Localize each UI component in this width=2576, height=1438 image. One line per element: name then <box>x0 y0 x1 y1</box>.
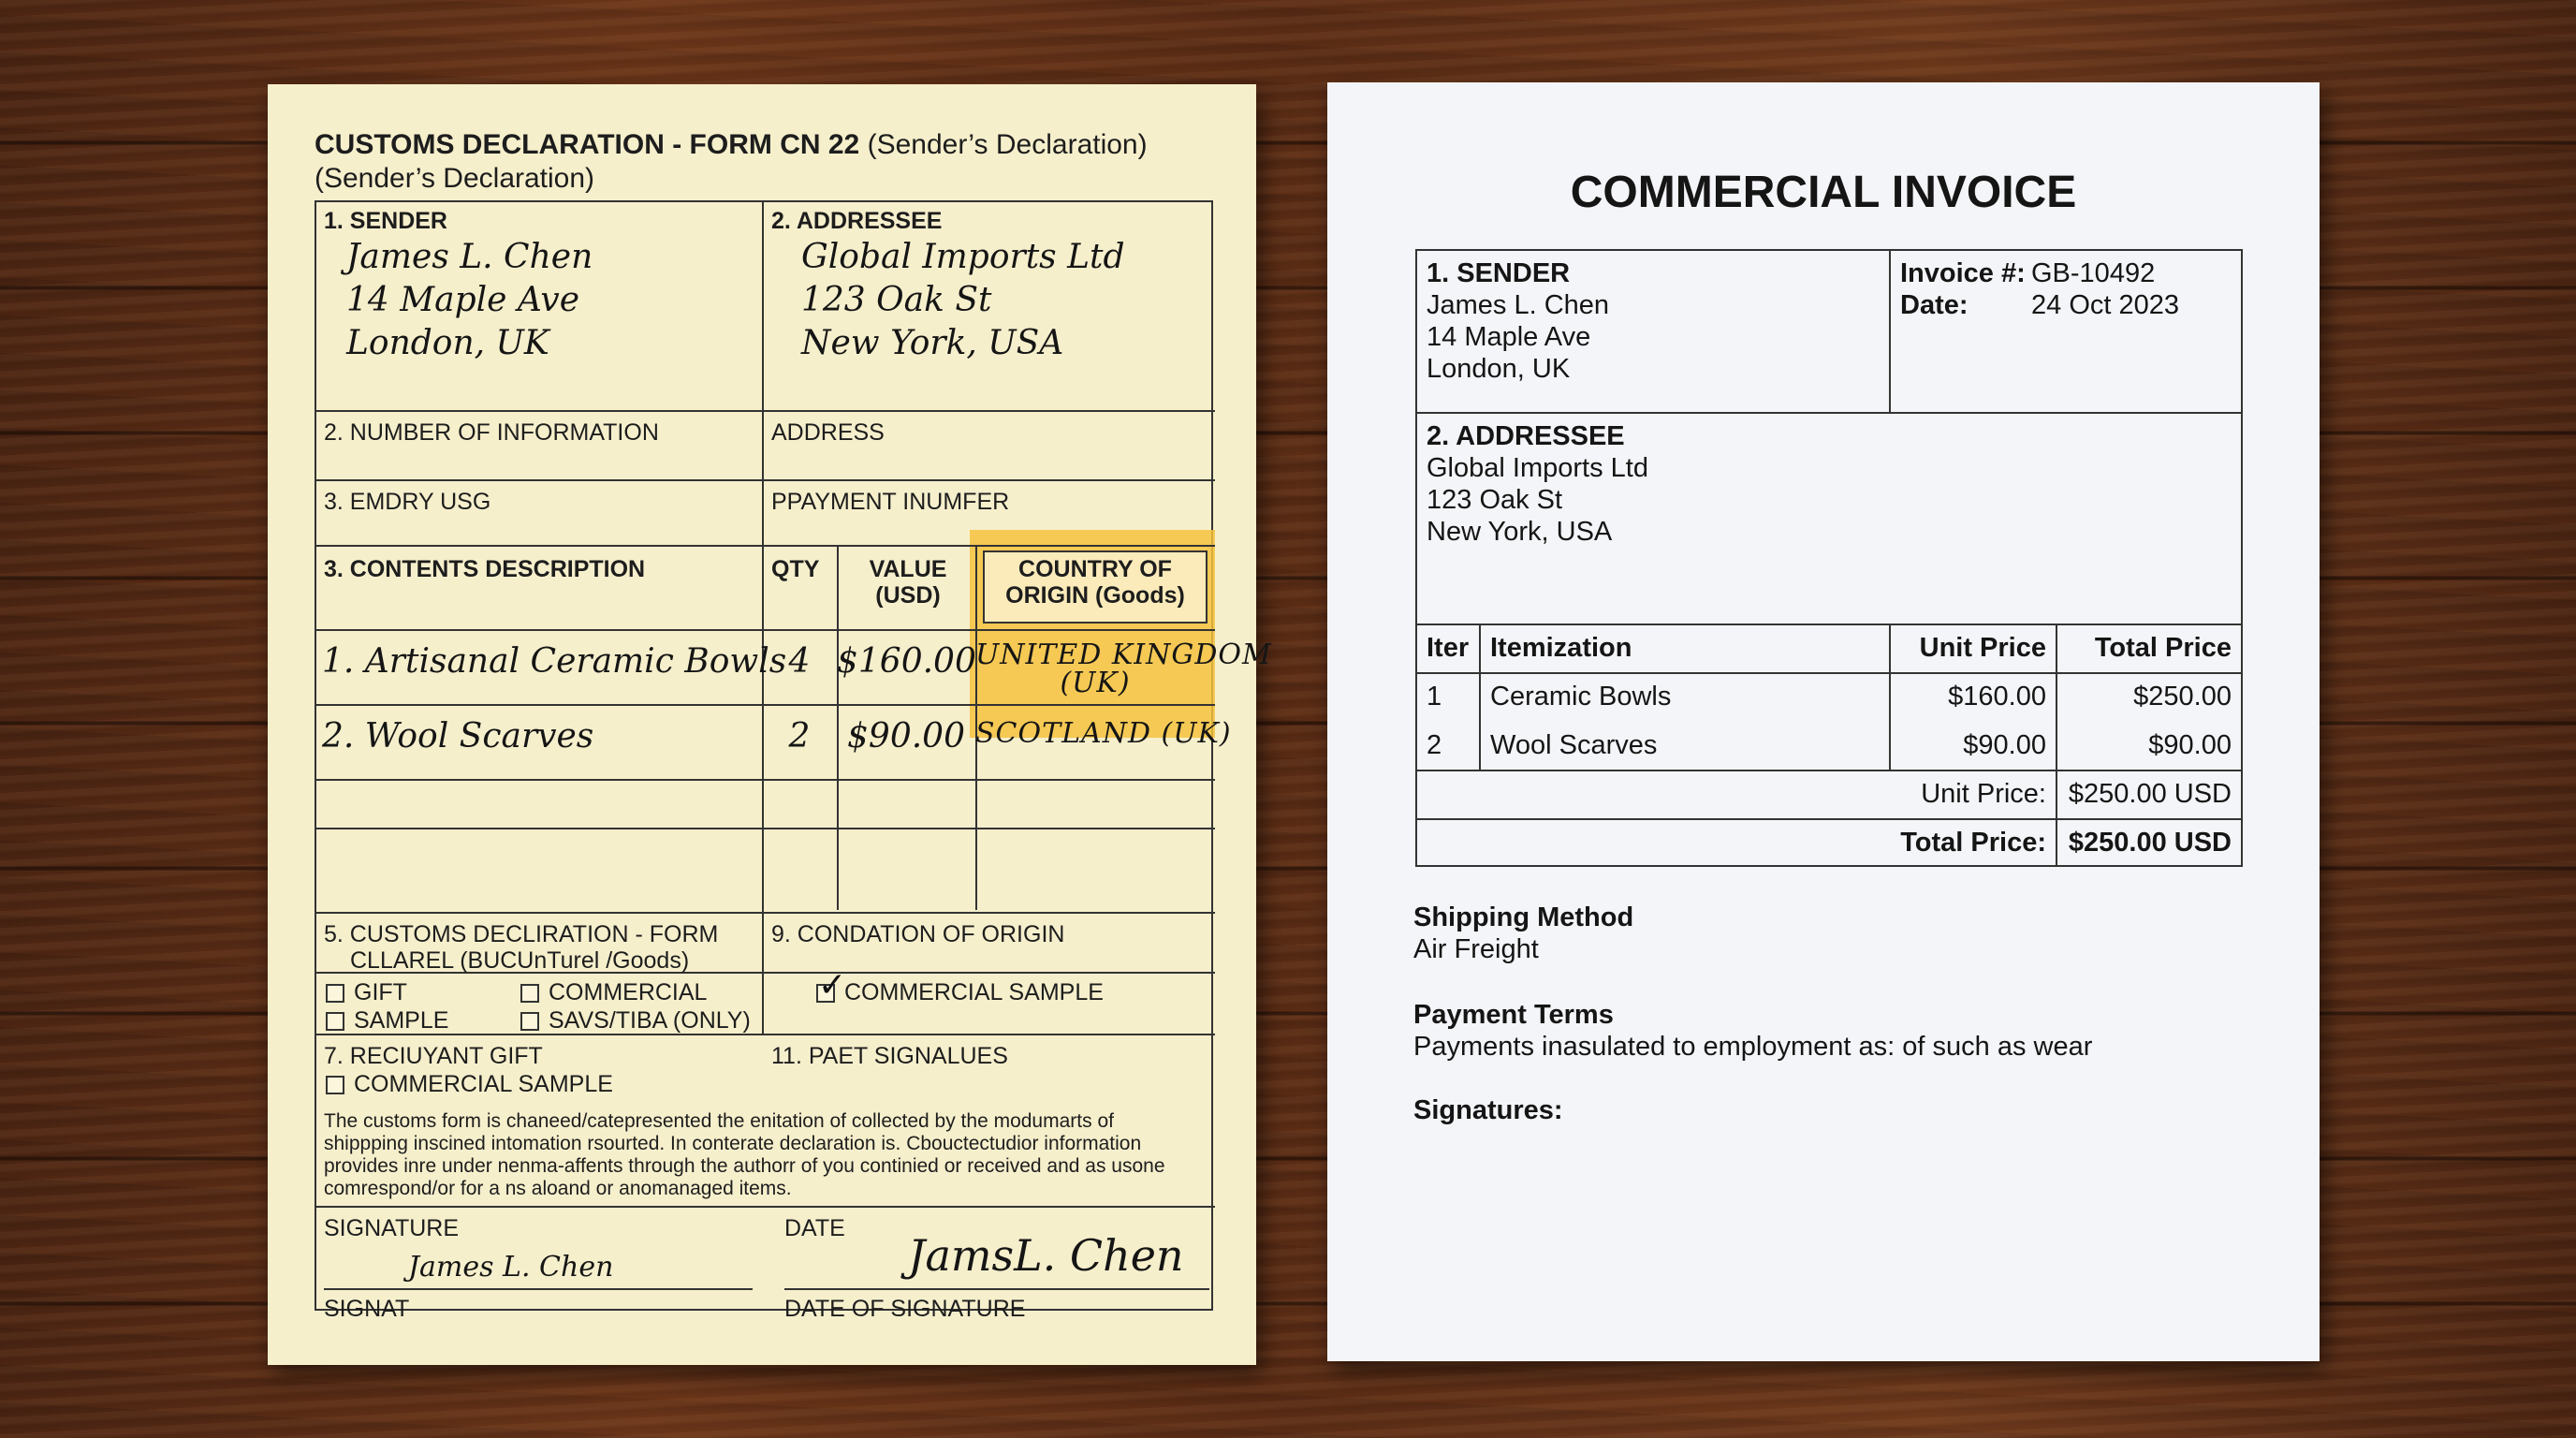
signature-scrawl: JamsL. Chen <box>908 1230 1184 1281</box>
row-2-item: Wool Scarves <box>1490 730 1658 760</box>
declaration-paragraph: The customs form is chaneed/catepresented the enitation of collected by the modumarts of shippping inscined intomation rsourted. In conterate declaration is. Cbouctectudior information provides inre under nenma-affents through the authorr of you continied or received and as usone comrespond/or for a ns aloand or anomanaged items. <box>324 1110 1165 1199</box>
invoice-sender-name: James L. Chen <box>1427 290 1610 320</box>
sample-checkbox[interactable]: SAMPLE <box>326 1007 448 1034</box>
payment-label: PPAYMENT INUMFER <box>771 489 1010 515</box>
invoice-number-label: Invoice #: <box>1900 258 2026 288</box>
commercial-checkbox[interactable]: COMMERCIAL <box>520 979 707 1006</box>
invoice-date-label: Date: <box>1900 290 1969 320</box>
sender-name: James L. Chen <box>346 238 593 276</box>
unit-price-total-label: Unit Price: <box>1921 779 2046 809</box>
shipping-value: Air Freight <box>1413 934 1539 964</box>
savs-checkbox[interactable]: SAVS/TIBA (ONLY) <box>520 1007 751 1034</box>
item-2-value: $90.00 <box>847 717 965 756</box>
row-1-total-price: $250.00 <box>2133 682 2232 712</box>
past-signature-label: 11. PAET SIGNALUES <box>771 1043 1008 1069</box>
item-2-origin: SCOTLAND (UK) <box>975 717 1232 750</box>
invoice-addressee-name: Global Imports Ltd <box>1427 453 1648 483</box>
origin-header-1: COUNTRY OF <box>1018 556 1172 582</box>
header-total-price: Total Price <box>2094 633 2232 663</box>
sender-street: 14 Maple Ave <box>346 281 580 319</box>
date-label: DATE <box>784 1215 845 1241</box>
item-1-qty: 4 <box>788 642 811 681</box>
invoice-addressee-street: 123 Oak St <box>1427 485 1563 515</box>
item-2-description: 2. Wool Scarves <box>322 717 594 756</box>
contents-header: 3. CONTENTS DESCRIPTION <box>324 556 646 582</box>
addressee-street: 123 Oak St <box>801 281 992 319</box>
invoice-number: GB-10492 <box>2031 258 2156 288</box>
value-header-1: VALUE <box>869 556 947 582</box>
invoice-sender-city: London, UK <box>1427 354 1571 384</box>
header-itemization: Itemization <box>1490 633 1632 663</box>
item-1-origin-line2: (UK) <box>1060 667 1131 699</box>
condation-label: 9. CONDATION OF ORIGIN <box>771 921 1065 947</box>
commercial-invoice <box>1327 82 2320 1361</box>
signatures-label: Signatures: <box>1413 1095 1563 1125</box>
recipient-label: 7. RECIUYANT GIFT <box>324 1043 543 1069</box>
row-1-iter: 1 <box>1427 682 1442 712</box>
row-1-unit-price: $160.00 <box>1948 682 2046 712</box>
row-1-item: Ceramic Bowls <box>1490 682 1672 712</box>
date-of-signature-label: DATE OF SIGNATURE <box>784 1296 1026 1322</box>
form-title: CUSTOMS DECLARATION - FORM CN 22 (Sender’s Declaration) <box>315 129 1148 160</box>
checkmark-icon: ✓ <box>818 965 847 1004</box>
shipping-label: Shipping Method <box>1413 902 1634 932</box>
origin-header-2: ORIGIN (Goods) <box>1005 582 1185 609</box>
invoice-table <box>1415 249 2243 867</box>
qty-header: QTY <box>771 556 820 582</box>
payment-terms-value: Payments inasulated to employment as: of such as wear <box>1413 1032 2093 1062</box>
addressee-label: 2. ADDRESSEE <box>771 208 943 234</box>
gift-checkbox[interactable]: GIFT <box>326 979 407 1006</box>
payment-terms-label: Payment Terms <box>1413 1000 1614 1030</box>
item-2-qty: 2 <box>788 717 811 756</box>
invoice-title: COMMERCIAL INVOICE <box>1570 168 2077 217</box>
signature-value: James L. Chen <box>408 1251 614 1284</box>
unit-price-total-value: $250.00 USD <box>2068 779 2232 809</box>
form-grid <box>315 200 1272 1322</box>
total-price-label: Total Price: <box>1900 828 2046 858</box>
header-iter: Iter <box>1427 633 1470 663</box>
number-info-label: 2. NUMBER OF INFORMATION <box>324 419 659 446</box>
total-price-value: $250.00 USD <box>2068 828 2232 858</box>
form-subtitle: (Sender’s Declaration) <box>315 163 595 194</box>
item-1-value: $160.00 <box>837 642 976 681</box>
sender-city: London, UK <box>346 324 549 362</box>
signat-label: SIGNAT <box>324 1296 410 1322</box>
addressee-name: Global Imports Ltd <box>801 238 1125 276</box>
value-header-2: (USD) <box>875 582 941 609</box>
customs-label-1: 5. CUSTOMS DECLIRATION - FORM <box>324 921 719 947</box>
addressee-city: New York, USA <box>801 324 1064 362</box>
invoice-addressee-label: 2. ADDRESSEE <box>1427 421 1625 451</box>
row-2-unit-price: $90.00 <box>1963 730 2046 760</box>
recipient-commercial-sample-checkbox[interactable]: COMMERCIAL SAMPLE <box>326 1071 613 1098</box>
invoice-sender-street: 14 Maple Ave <box>1427 322 1591 352</box>
invoice-sender-label: 1. SENDER <box>1427 258 1571 288</box>
emdry-label: 3. EMDRY USG <box>324 489 491 515</box>
header-unit-price: Unit Price <box>1919 633 2046 663</box>
customs-label-2: CLLAREL (BUCUnTurel /Goods) <box>350 947 690 974</box>
sender-label: 1. SENDER <box>324 208 447 234</box>
signature-label: SIGNATURE <box>324 1215 459 1241</box>
invoice-date: 24 Oct 2023 <box>2031 290 2179 320</box>
invoice-addressee-city: New York, USA <box>1427 517 1613 547</box>
customs-declaration-form <box>268 84 1272 1365</box>
item-1-origin-line1: UNITED KINGDOM <box>975 638 1272 671</box>
commercial-sample-checkbox[interactable]: ✓ COMMERCIAL SAMPLE <box>818 965 1104 1005</box>
row-2-iter: 2 <box>1427 730 1442 760</box>
address-label: ADDRESS <box>771 419 885 446</box>
row-2-total-price: $90.00 <box>2148 730 2232 760</box>
item-1-description: 1. Artisanal Ceramic Bowls <box>322 642 787 681</box>
